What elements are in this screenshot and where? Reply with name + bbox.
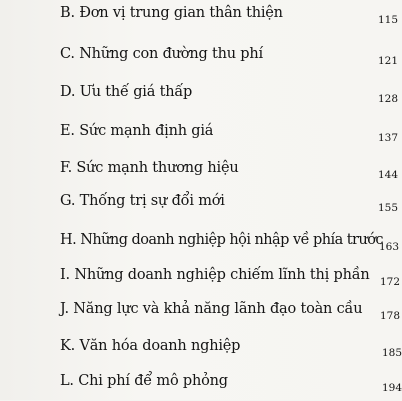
toc-entry: [0, 227, 400, 253]
toc-entry: [0, 79, 400, 105]
toc-entry: [0, 296, 400, 322]
toc-entry: [0, 0, 400, 26]
toc-entry-page: 185: [382, 347, 402, 359]
toc-entry-page: 155: [378, 202, 399, 214]
toc-entry: [0, 333, 400, 359]
toc-entry-page: 194: [382, 382, 402, 394]
toc-entry: [0, 155, 400, 181]
toc-entry-title: I. Những doanh nghiệp chiếm lĩnh thị phần: [60, 267, 370, 283]
toc-entry-page: 128: [378, 93, 399, 105]
toc-entry-title: B. Đơn vị trung gian thân thiện: [60, 5, 283, 21]
toc-entry-title: C. Những con đường thu phí: [60, 46, 263, 62]
toc-entry-title: F. Sức mạnh thương hiệu: [60, 160, 239, 176]
toc-entry-title: G. Thống trị sự đổi mới: [60, 193, 225, 209]
toc-entry: [0, 118, 400, 144]
toc-entry-title: J. Năng lực và khả năng lãnh đạo toàn cầu: [60, 301, 363, 317]
toc-entry-page: 144: [378, 169, 399, 181]
toc-entry: [0, 262, 400, 288]
toc-entry-title: L. Chi phí để mô phỏng: [60, 373, 228, 389]
toc-entry-title: E. Sức mạnh định giá: [60, 123, 214, 139]
toc-entry-page: 172: [380, 276, 401, 288]
toc-entry-title: D. Ưu thế giá thấp: [60, 84, 193, 100]
toc-entry: [0, 188, 400, 214]
toc-entry-page: 137: [378, 132, 399, 144]
toc-entry-title: H. Những doanh nghiệp hội nhập về phía trước: [60, 232, 383, 248]
toc-entry-page: 163: [379, 241, 400, 253]
toc-entry: [0, 41, 400, 67]
toc-entry-page: 121: [378, 55, 399, 67]
toc-entry-title: K. Văn hóa doanh nghiệp: [60, 338, 241, 354]
toc-entry: [0, 368, 400, 394]
toc-entry-page: 178: [380, 310, 401, 322]
toc-entry-page: 115: [378, 14, 399, 26]
